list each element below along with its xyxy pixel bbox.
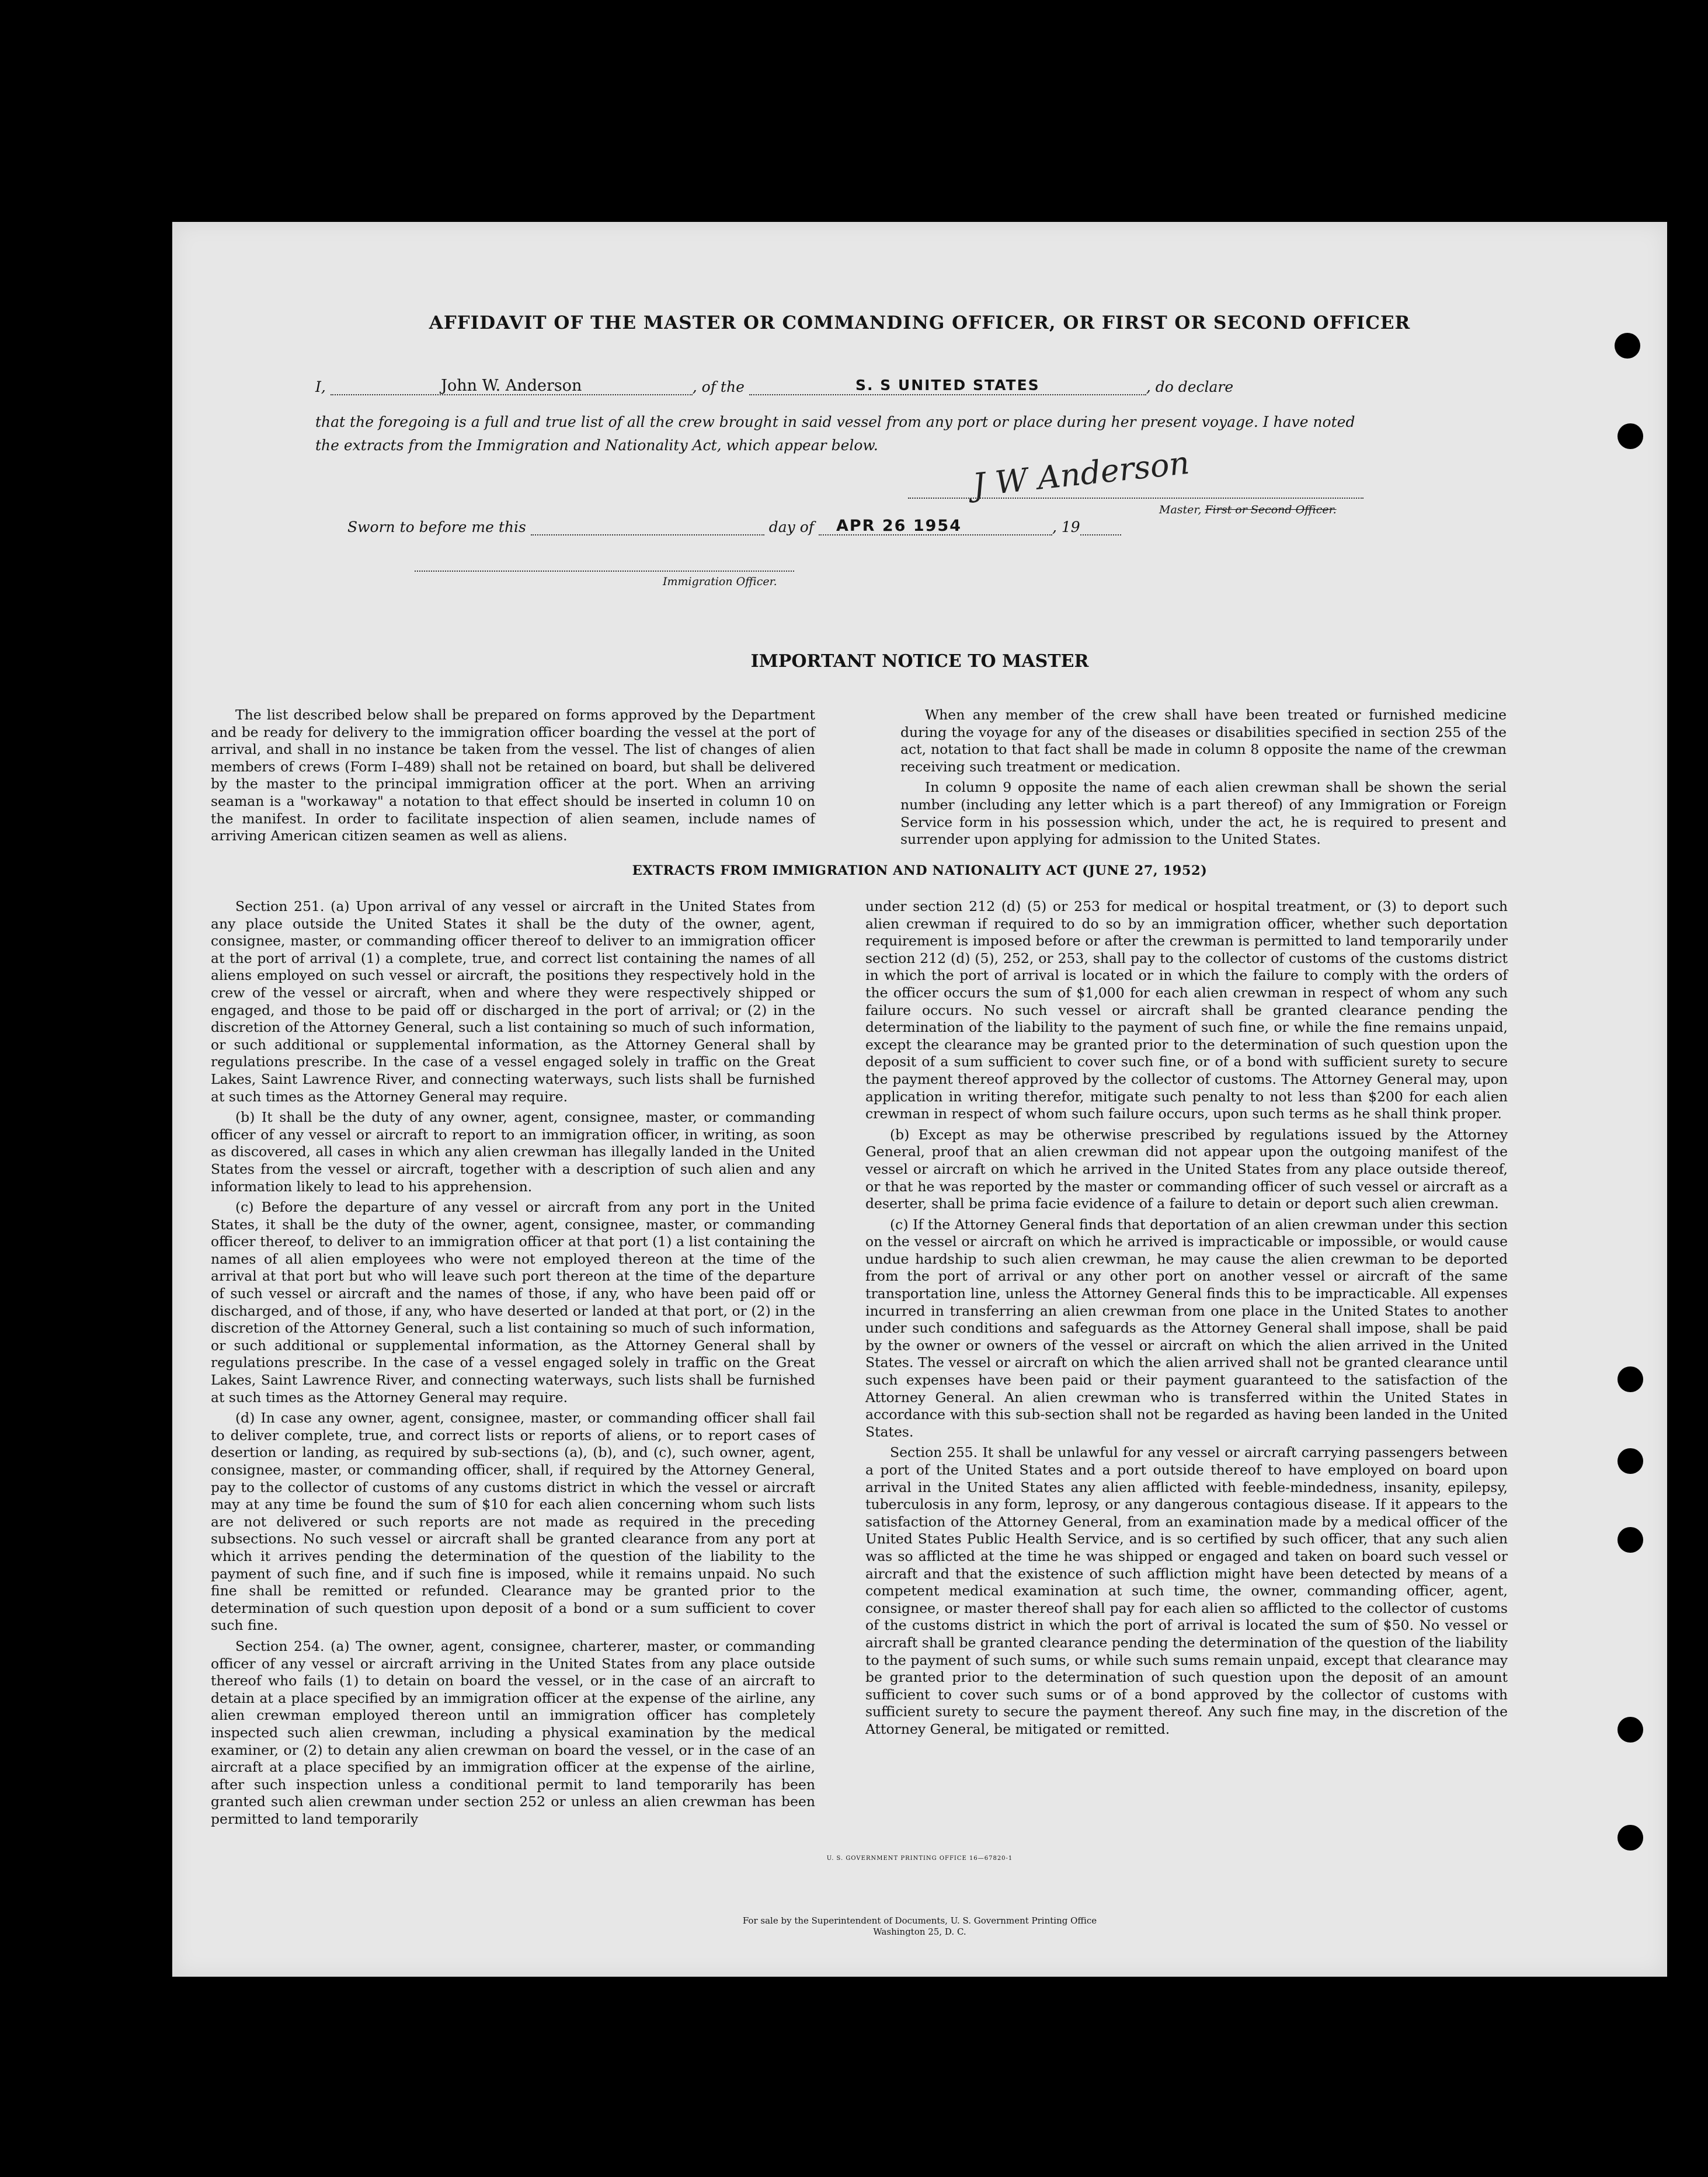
binder-hole — [1617, 1717, 1643, 1743]
binder-hole — [1617, 1448, 1643, 1474]
declaration-prefix: I, — [315, 378, 326, 395]
day-of-label: day of — [768, 519, 815, 535]
notice-paragraph: When any member of the crew shall have been treated or furnished medicine during the voyage for any of the diseases or disabilities specified in section 255 of the act, notation to that fact shall be made in column 8 opposite the name of the crewman receiving such treatment or medication. — [900, 707, 1507, 775]
signature: J W Anderson — [970, 444, 1191, 504]
binder-hole — [1617, 1366, 1643, 1392]
extract-paragraph: (b) Except as may be otherwise prescribed by regulations issued by the Attorney General, proof that an alien crewman did not appear upon the outgoing manifest of the vessel or aircraft on which he arrived in the United States from any place outside thereof, or that he was reported by the master or commanding officer of such vessel or aircraft as a deserter, shall be prima facie evidence of a failure to detain or deport such alien crewman. — [865, 1126, 1508, 1212]
extract-paragraph: (c) If the Attorney General finds that deportation of an alien crewman under this section on the vessel or aircraft on which he arrived is impracticable or impossible, or would cause undue hardship to such alien crewman, he may cause the alien crewman to be deported from the port of arrival or any other port on another vessel or aircraft of the same transportation line, unless the Attorney General finds this to be impracticable. All expenses incurred in transferring an alien crewman from one place in the United States to another under such conditions and safeguards as the Attorney General shall impose, shall be paid by the owner or owners of the vessel or aircraft on which the alien arrived in the United States. The vessel or aircraft on which the alien arrived shall not be granted clearance until such expenses have been paid or their payment guaranteed to the satisfaction of the Attorney General. An alien crewman who is transferred within the United States in accordance with this sub-section shall not be regarded as having been landed in the United States. — [865, 1216, 1508, 1440]
statement-line-1: that the foregoing is a full and true list of all the crew brought in said vessel from any port or place during her present voyage. I have noted — [315, 413, 1355, 430]
extracts-right-column — [865, 898, 1508, 1738]
sworn-day-field — [531, 517, 764, 535]
notice-right-column — [900, 707, 1507, 848]
binder-hole — [1615, 333, 1640, 359]
extract-paragraph: (d) In case any owner, agent, consignee, master, or commanding officer shall fail to deliver complete, true, and correct lists or reports of aliens, or to report cases of desertion or landing, as required by sub-sections (a), (b), and (c), such owner, agent, consignee, master, or commanding officer, shall, if required by the Attorney General, pay to the collector of customs of any customs district in which the vessel or aircraft may at any time be found the sum of $10 for each alien concerning whom such lists are not delivered or such reports are not made as required in the preceding subsections. No such vessel or aircraft shall be granted clearance from any port at which it arrives pending the determination of the question of the liability to the payment of such fine, and if such fine is imposed, while it remains unpaid. No such fine shall be remitted or refunded. Clearance may be granted prior to the determination of such question upon deposit of a bond or a sum sufficient to cover such fine. — [211, 1410, 815, 1634]
notice-title: IMPORTANT NOTICE TO MASTER — [750, 651, 1089, 672]
notice-paragraph: The list described below shall be prepared on forms approved by the Department and be ready for delivery to the immigration officer boarding the vessel at the port of arrival, and shall in no instance be taken from the vessel. The list of changes of alien members of crews (Form I–489) shall not be retained on board, but shall be delivered by the master to the principal immigration officer at the port. When an arriving seaman is a "workaway" a notation to that effect should be inserted in column 10 on the manifest. In order to facilitate inspection of alien seamen, include names of arriving American citizen seamen as well as aliens. — [211, 707, 815, 844]
master-name: John W. Anderson — [441, 377, 582, 395]
extracts-title: EXTRACTS FROM IMMIGRATION AND NATIONALITY ACT (JUNE 27, 1952) — [632, 863, 1208, 878]
sworn-line — [347, 517, 1340, 535]
signature-line — [908, 498, 1363, 499]
immigration-officer-label: Immigration Officer. — [663, 575, 777, 588]
extract-paragraph: under section 212 (d) (5) or 253 for medical or hospital treatment, or (3) to deport such alien crewman if required to do so by an immigration officer, whether such deportation requirement is imposed before or after the crewman is permitted to land temporarily under section 212 (d) (5), 252, or 253, shall pay to the collector of customs of the customs district in which the port of arrival is located or in which the failure to comply with the orders of the officer occurs the sum of $1,000 for each alien crewman in respect of whom any such failure occurs. No such vessel or aircraft shall be granted clearance pending the determination of the liability to the payment of such fine, or while the fine remains unpaid, except the clearance may be granted prior to the determination of such question upon the deposit of a sum sufficient to cover such fine, or of a bond with sufficient surety to secure the payment thereof approved by the collector of customs. The Attorney General may, upon application in writing therefor, mitigate such penalty to not less than $200 for each alien crewman in respect of whom such failure occurs, upon such terms as he shall think proper. — [865, 898, 1508, 1122]
of-the-label: , of the — [692, 378, 745, 395]
extract-paragraph: (b) It shall be the duty of any owner, agent, consignee, master, or commanding officer of any vessel or aircraft to report to an immigration officer, in writing, as soon as discovered, all cases in which any alien crewman has illegally landed in the United States from the vessel or aircraft, together with a description of such alien and any information likely to lead to his apprehension. — [211, 1109, 815, 1195]
statement-line-2: the extracts from the Immigration and Nationality Act, which appear below. — [315, 437, 878, 454]
binder-hole — [1617, 1527, 1643, 1553]
sale-line-1: For sale by the Superintendent of Documents, U. S. Government Printing Office — [742, 1915, 1097, 1926]
binder-hole — [1617, 1825, 1643, 1851]
vessel-name: S. S UNITED STATES — [855, 377, 1040, 394]
vessel-name-field — [749, 377, 1146, 395]
signature-title — [1159, 503, 1337, 516]
notice-paragraph: In column 9 opposite the name of each alien crewman shall be shown the serial number (including any letter which is a part thereof) of any Immigration or Foreign Service form in his possession which, under the act, he is required to present and surrender upon applying for admission to the United States. — [900, 779, 1507, 848]
sworn-year-field — [1080, 517, 1121, 535]
declaration-line — [315, 377, 1483, 395]
stamp-date: APR 26 1954 — [836, 517, 962, 535]
extract-paragraph: Section 254. (a) The owner, agent, consignee, charterer, master, or commanding officer of any vessel or aircraft arriving in the United States from any place outside thereof who fails (1) to detain on board the vessel, or in the case of an aircraft to detain at a place specified by an immigration officer at the expense of the airline, any alien crewman employed thereon until an immigration officer has completely inspected such alien crewman, including a physical examination by the medical examiner, or (2) to detain any alien crewman on board the vessel, or in the case of an aircraft at a place specified by an immigration officer at the expense of the airline, after such inspection unless a conditional permit to land temporarily has been granted such alien crewman under section 252 or unless an alien crewman has been permitted to land temporarily — [211, 1637, 815, 1827]
master-name-field — [331, 377, 693, 395]
sworn-prefix: Sworn to before me this — [347, 519, 526, 535]
extract-paragraph: Section 251. (a) Upon arrival of any vessel or aircraft in the United States from any place outside the United States it shall be the duty of the owner, agent, consignee, master, or commanding officer thereof to deliver to an immigration officer at the port of arrival (1) a complete, true, and correct list containing the names of all aliens employed on such vessel or aircraft, the positions they respectively hold in the crew of the vessel or aircraft, when and where they were respectively shipped or engaged, and those to be paid off or discharged in the port of arrival; or (2) in the discretion of the Attorney General, such a list containing so much of such information, or such additional or supplemental information, as the Attorney General shall by regulations prescribe. In the case of a vessel engaged solely in traffic on the Great Lakes, Saint Lawrence River, and connecting waterways, such lists shall be furnished at such times as the Attorney General may require. — [211, 898, 815, 1105]
extract-paragraph: Section 255. It shall be unlawful for any vessel or aircraft carrying passengers between a port of the United States and a port outside thereof to have employed on board upon arrival in the United States any alien afflicted with feeble-mindedness, insanity, epilepsy, tuberculosis in any form, leprosy, or any dangerous contagious disease. If it appears to the satisfaction of the Attorney General, from an examination made by a medical officer of the United States Public Health Service, and is so certified by such officer, that any such alien was so afflicted at the time he was shipped or engaged and taken on board such vessel or aircraft and that the existence of such affliction might have been detected by means of a competent medical examination at such time, the owner, commanding officer, agent, consignee, or master thereof shall pay for each alien so afflicted to the collector of customs of the customs district in which the port of arrival is located the sum of $50. No vessel or aircraft shall be granted clearance pending the determination of the question of the liability to the payment of such sums, or while such sums remain unpaid, except that clearance may be granted prior to the determination of such question upon the deposit of an amount sufficient to cover such sums or of a bond approved by the collector of customs with sufficient surety to secure the payment thereof. Any such fine may, in the discretion of the Attorney General, be mitigated or remitted. — [865, 1444, 1508, 1737]
sworn-month-field — [819, 517, 1052, 535]
affidavit-title: AFFIDAVIT OF THE MASTER OR COMMANDING OFFICER, OR FIRST OR SECOND OFFICER — [429, 312, 1411, 333]
printing-office-imprint: U. S. GOVERNMENT PRINTING OFFICE 16—67820-1 — [826, 1855, 1013, 1862]
extracts-left-column — [211, 898, 815, 1828]
document-page — [172, 222, 1667, 1977]
year-prefix: , 19 — [1052, 519, 1080, 535]
do-declare-label: , do declare — [1146, 378, 1234, 395]
signature-title-struck: First or Second Officer. — [1205, 503, 1337, 516]
binder-hole — [1617, 423, 1643, 449]
extract-paragraph: (c) Before the departure of any vessel or aircraft from any port in the United States, it shall be the duty of the owner, agent, consignee, master, or commanding officer thereof, to deliver to an immigration officer at that port (1) a list containing the names of all alien employees who were not employed thereon at the time of the arrival at that port but who will leave such port thereon at the time of the departure of such vessel or aircraft and the names of those, if any, who have been paid off or discharged, and of those, if any, who have deserted or landed at that port, or (2) in the discretion of the Attorney General, such a list containing so much of such information, or such additional or supplemental information, as the Attorney General shall by regulations prescribe. In the case of a vessel engaged solely in traffic on the Great Lakes, Saint Lawrence River, and connecting waterways, such lists shall be furnished at such times as the Attorney General may require. — [211, 1199, 815, 1406]
notice-left-column — [211, 707, 815, 845]
sale-line-2: Washington 25, D. C. — [873, 1926, 966, 1937]
sale-notice — [172, 1915, 1667, 1938]
officer-signature-line — [415, 571, 794, 572]
signature-title-master: Master, — [1159, 503, 1205, 516]
